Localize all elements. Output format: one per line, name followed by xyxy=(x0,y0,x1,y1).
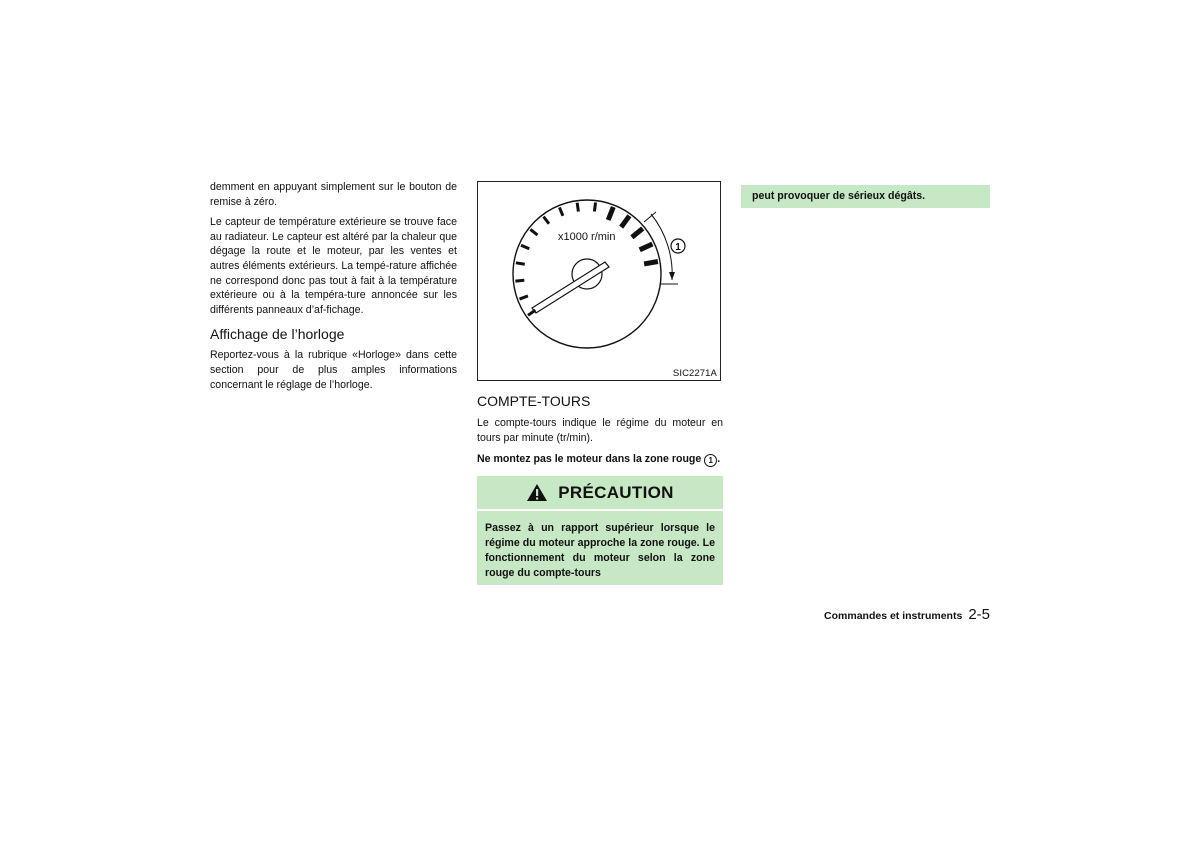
redzone-tick xyxy=(632,228,643,237)
paragraph-continued: demment en appuyant simplement sur le bouton de remise à zéro. xyxy=(210,181,457,208)
caution-title: PRÉCAUTION xyxy=(558,482,674,502)
tick-mark xyxy=(516,263,525,264)
redzone-start-line xyxy=(644,212,656,222)
heading-clock-display: Affichage de l’horloge xyxy=(210,326,345,343)
tick-mark xyxy=(521,245,529,249)
tachometer-dial xyxy=(513,200,661,348)
tick-mark xyxy=(544,217,549,224)
caution-body: Passez à un rapport supérieur lorsque le régime du moteur approche la zone rouge. Le fonctionnement du moteur selon la zone rouge du compte-tours xyxy=(477,511,723,585)
callout-number: 1 xyxy=(675,242,681,253)
tachometer-illustration xyxy=(478,182,722,382)
redzone-tick xyxy=(608,207,613,220)
right-column xyxy=(741,185,990,208)
caution-continued: peut provoquer de sérieux dégâts. xyxy=(741,185,990,208)
warning-red-zone-end: . xyxy=(717,453,721,466)
heading-tachometer: COMPTE-TOURS xyxy=(477,393,591,409)
tick-mark xyxy=(559,207,562,215)
tick-mark xyxy=(530,229,537,235)
tick-mark xyxy=(515,280,524,281)
paragraph-clock-reference: Reportez-vous à la rubrique «Horloge» dans cette section pour de plus amples informations concernant le réglage de l’horloge. xyxy=(210,349,457,391)
tachometer-figure xyxy=(477,181,721,381)
middle-column xyxy=(477,181,723,585)
left-column xyxy=(210,180,457,392)
circled-number-1: 1 xyxy=(704,454,717,467)
gauge-unit-label: x1000 r/min xyxy=(558,231,616,243)
needle xyxy=(532,262,609,313)
page-number: 2-5 xyxy=(968,606,990,623)
redzone-tick xyxy=(640,244,653,250)
tick-mark xyxy=(594,203,595,212)
warning-triangle-icon xyxy=(526,483,548,502)
warning-red-zone-text: Ne montez pas le moteur dans la zone rouge xyxy=(477,453,702,466)
redzone-tick xyxy=(621,216,629,227)
tick-mark xyxy=(577,203,578,212)
paragraph-outside-temp-sensor: Le capteur de température extérieure se trouve face au radiateur. Le capteur est altéré par la chaleur que dégage la route et le moteur, par les ventes et autres éléments extérieurs. La tempé-rature affichée ne correspond donc pas tout à fait à la température extérieure ou à la tempéra-ture annoncée sur les différents panneaux d’af-fichage. xyxy=(210,216,457,316)
caution-header xyxy=(477,476,723,509)
page-footer xyxy=(790,606,990,624)
figure-code: SIC2271A xyxy=(672,368,717,379)
warning-red-zone xyxy=(477,452,723,467)
redzone-arc-arrow xyxy=(669,272,675,280)
redzone-tick xyxy=(644,261,658,263)
paragraph-tachometer: Le compte-tours indique le régime du moteur en tours par minute (tr/min). xyxy=(477,417,723,444)
tick-mark xyxy=(519,296,527,299)
tick-mark xyxy=(528,310,535,315)
footer-section-title: Commandes et instruments xyxy=(824,610,963,622)
